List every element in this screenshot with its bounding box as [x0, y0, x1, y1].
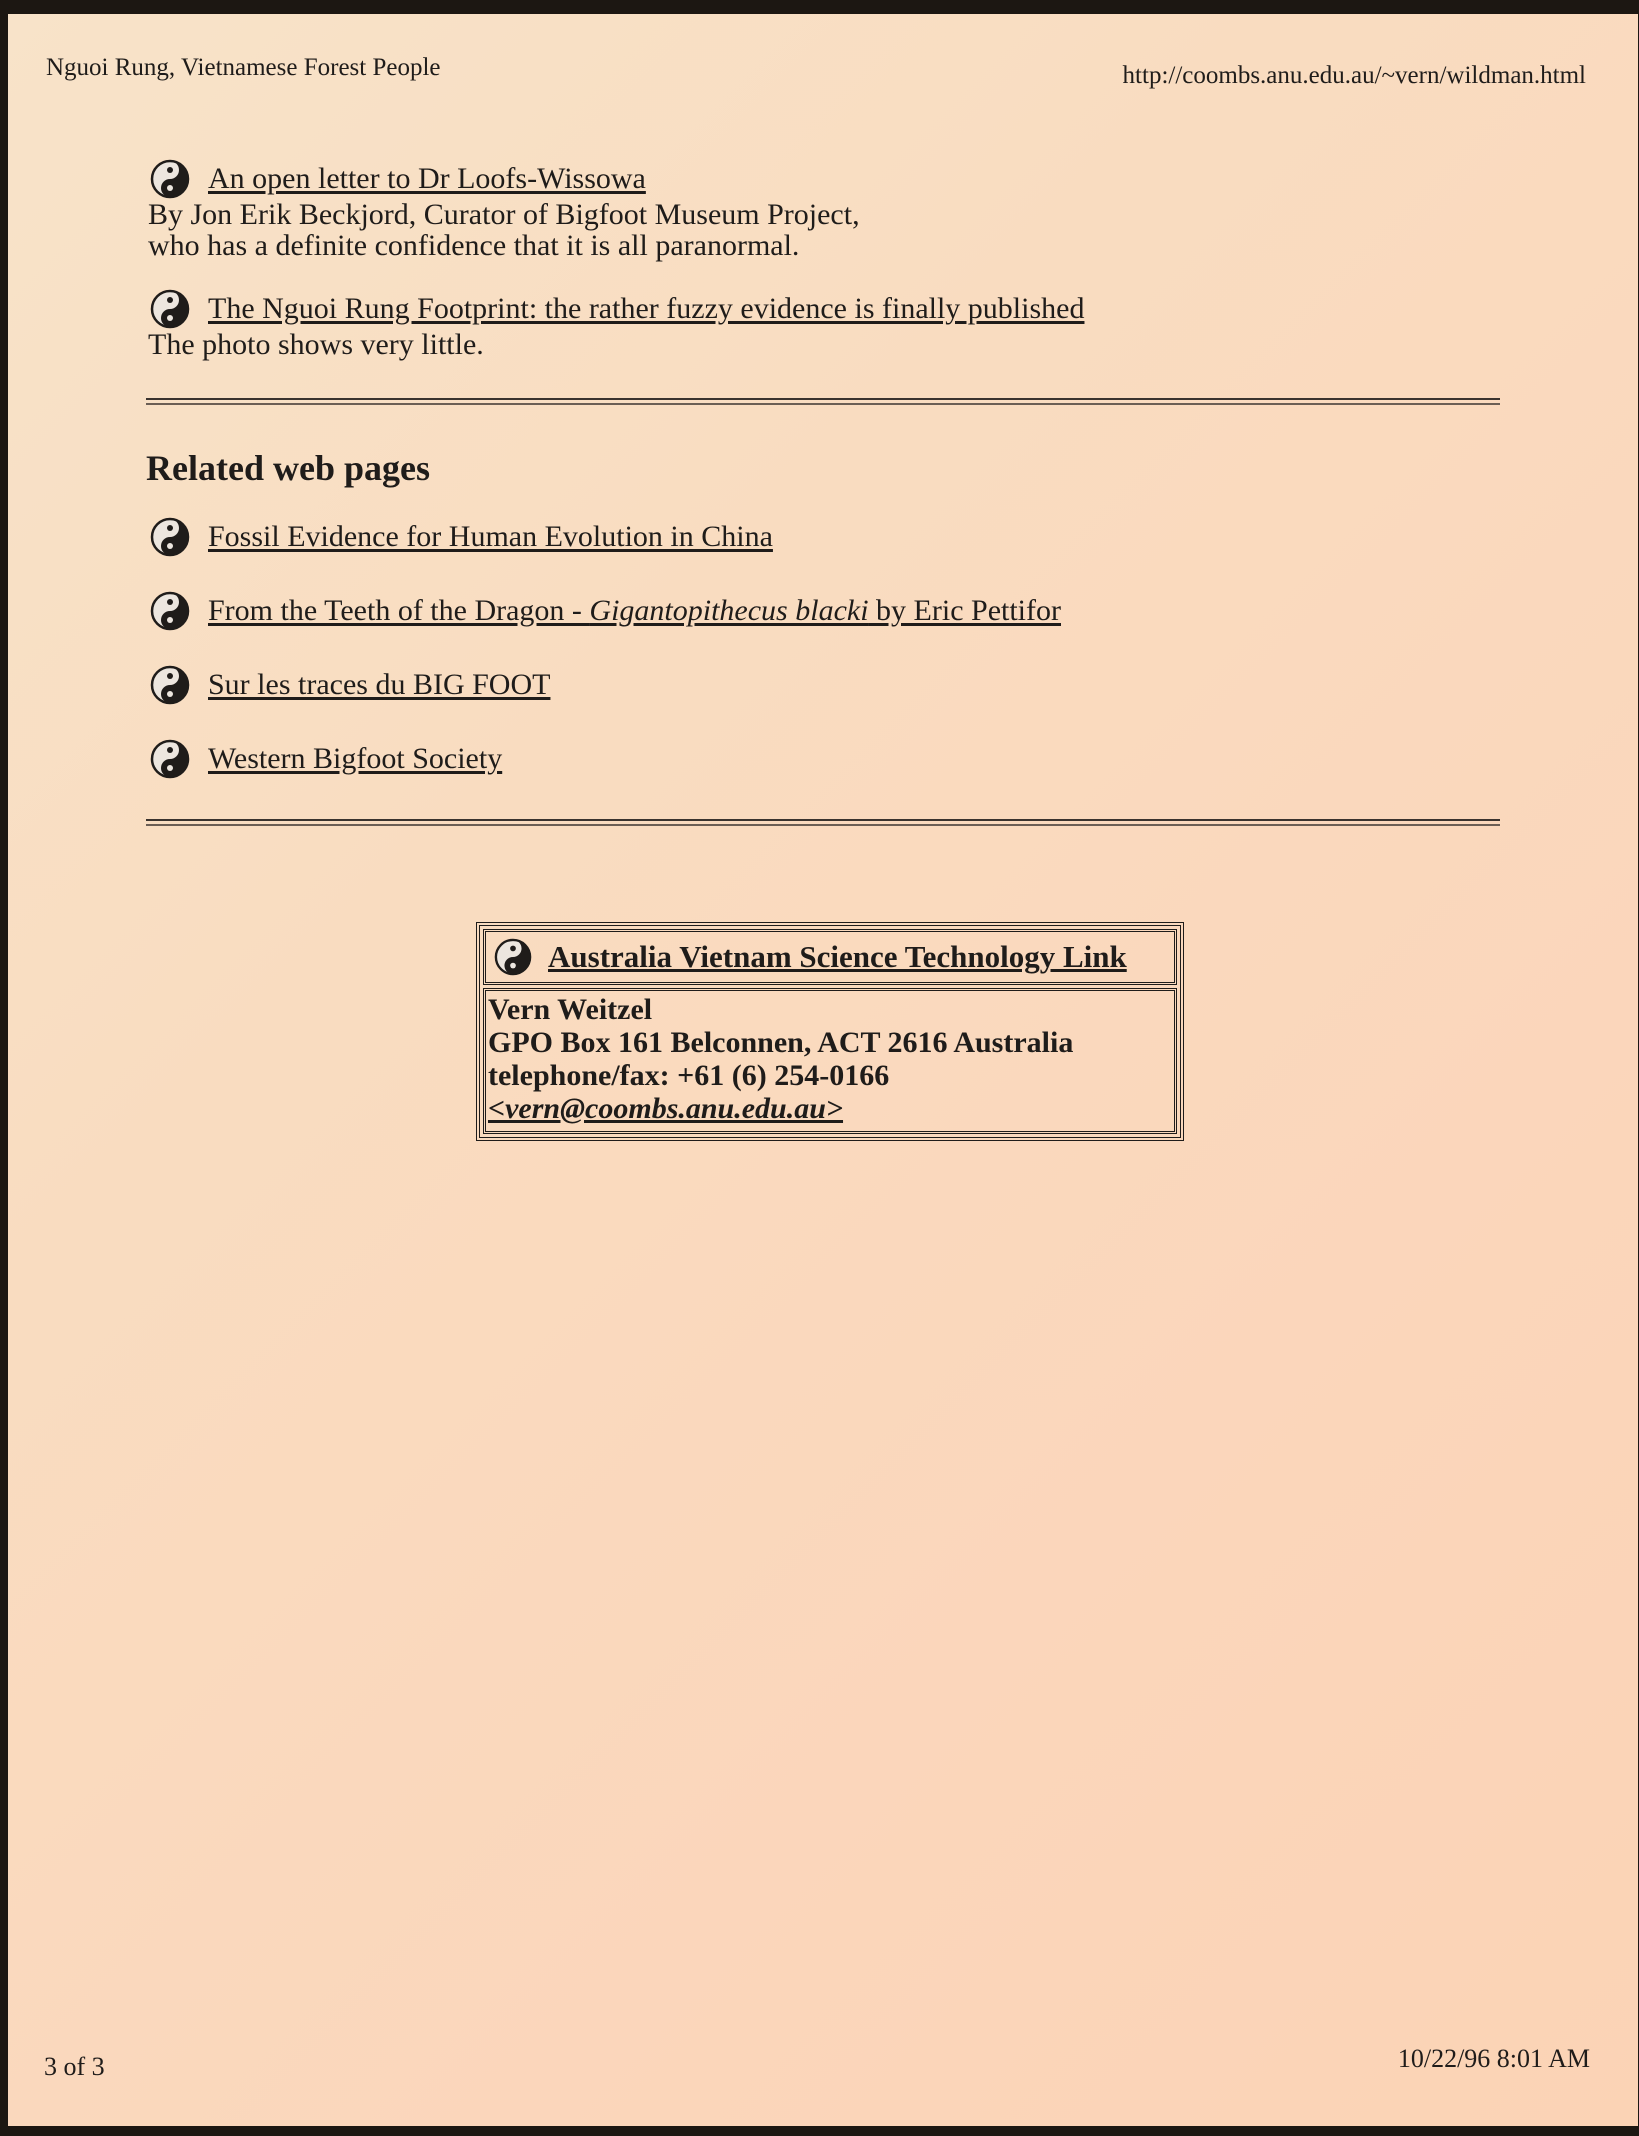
yin-yang-icon — [150, 517, 190, 557]
link-text-italic: Gigantopithecus blacki — [589, 594, 869, 627]
yin-yang-icon — [150, 591, 190, 631]
description-line: who has a definite confidence that it is all paranormal. — [148, 229, 800, 262]
contact-email-link[interactable]: <vern@coombs.anu.edu.au> — [488, 1092, 844, 1125]
description-line: By Jon Erik Beckjord, Curator of Bigfoot Museum Project, — [148, 198, 860, 231]
main-content — [138, 159, 1500, 868]
open-letter-link[interactable]: An open letter to Dr Loofs-Wissowa — [208, 162, 646, 195]
page-number: 3 of 3 — [44, 2052, 105, 2081]
link-text: by Eric Pettifor — [868, 594, 1061, 627]
contact-box-title — [483, 929, 1177, 985]
page-header-url: http://coombs.anu.edu.au/~vern/wildman.html — [1122, 62, 1586, 89]
contact-phone: telephone/fax: +61 (6) 254-0166 — [488, 1059, 890, 1092]
yin-yang-icon — [150, 159, 190, 199]
list-item — [138, 665, 1500, 705]
related-heading: Related web pages — [146, 448, 430, 488]
teeth-of-dragon-link[interactable] — [208, 593, 1061, 629]
open-letter-description — [148, 199, 1500, 261]
contact-address: GPO Box 161 Belconnen, ACT 2616 Australia — [488, 1026, 1074, 1059]
contact-box-body — [483, 988, 1177, 1134]
list-item — [138, 739, 1500, 779]
list-item — [138, 517, 1500, 557]
list-item — [138, 289, 1500, 360]
fossil-evidence-link[interactable]: Fossil Evidence for Human Evolution in China — [208, 520, 773, 553]
western-bigfoot-link[interactable]: Western Bigfoot Society — [208, 742, 503, 775]
yin-yang-icon — [150, 289, 190, 329]
yin-yang-icon — [150, 739, 190, 779]
contact-box — [476, 922, 1184, 1141]
page-header-title: Nguoi Rung, Vietnamese Forest People — [46, 54, 441, 81]
yin-yang-icon — [150, 665, 190, 705]
footprint-link[interactable]: The Nguoi Rung Footprint: the rather fuzzy evidence is finally published — [208, 292, 1085, 325]
divider — [146, 819, 1500, 826]
yin-yang-icon — [494, 938, 532, 976]
contact-name: Vern Weitzel — [488, 993, 653, 1026]
list-item — [138, 159, 1500, 261]
link-text: From the Teeth of the Dragon - — [208, 594, 590, 627]
big-foot-traces-link[interactable]: Sur les traces du BIG FOOT — [208, 668, 551, 701]
avstl-link[interactable]: Australia Vietnam Science Technology Link — [548, 939, 1127, 974]
footprint-description: The photo shows very little. — [148, 328, 484, 361]
divider — [146, 398, 1500, 405]
print-datetime: 10/22/96 8:01 AM — [1397, 2044, 1590, 2073]
printed-page — [8, 14, 1638, 2126]
list-item — [138, 591, 1500, 631]
